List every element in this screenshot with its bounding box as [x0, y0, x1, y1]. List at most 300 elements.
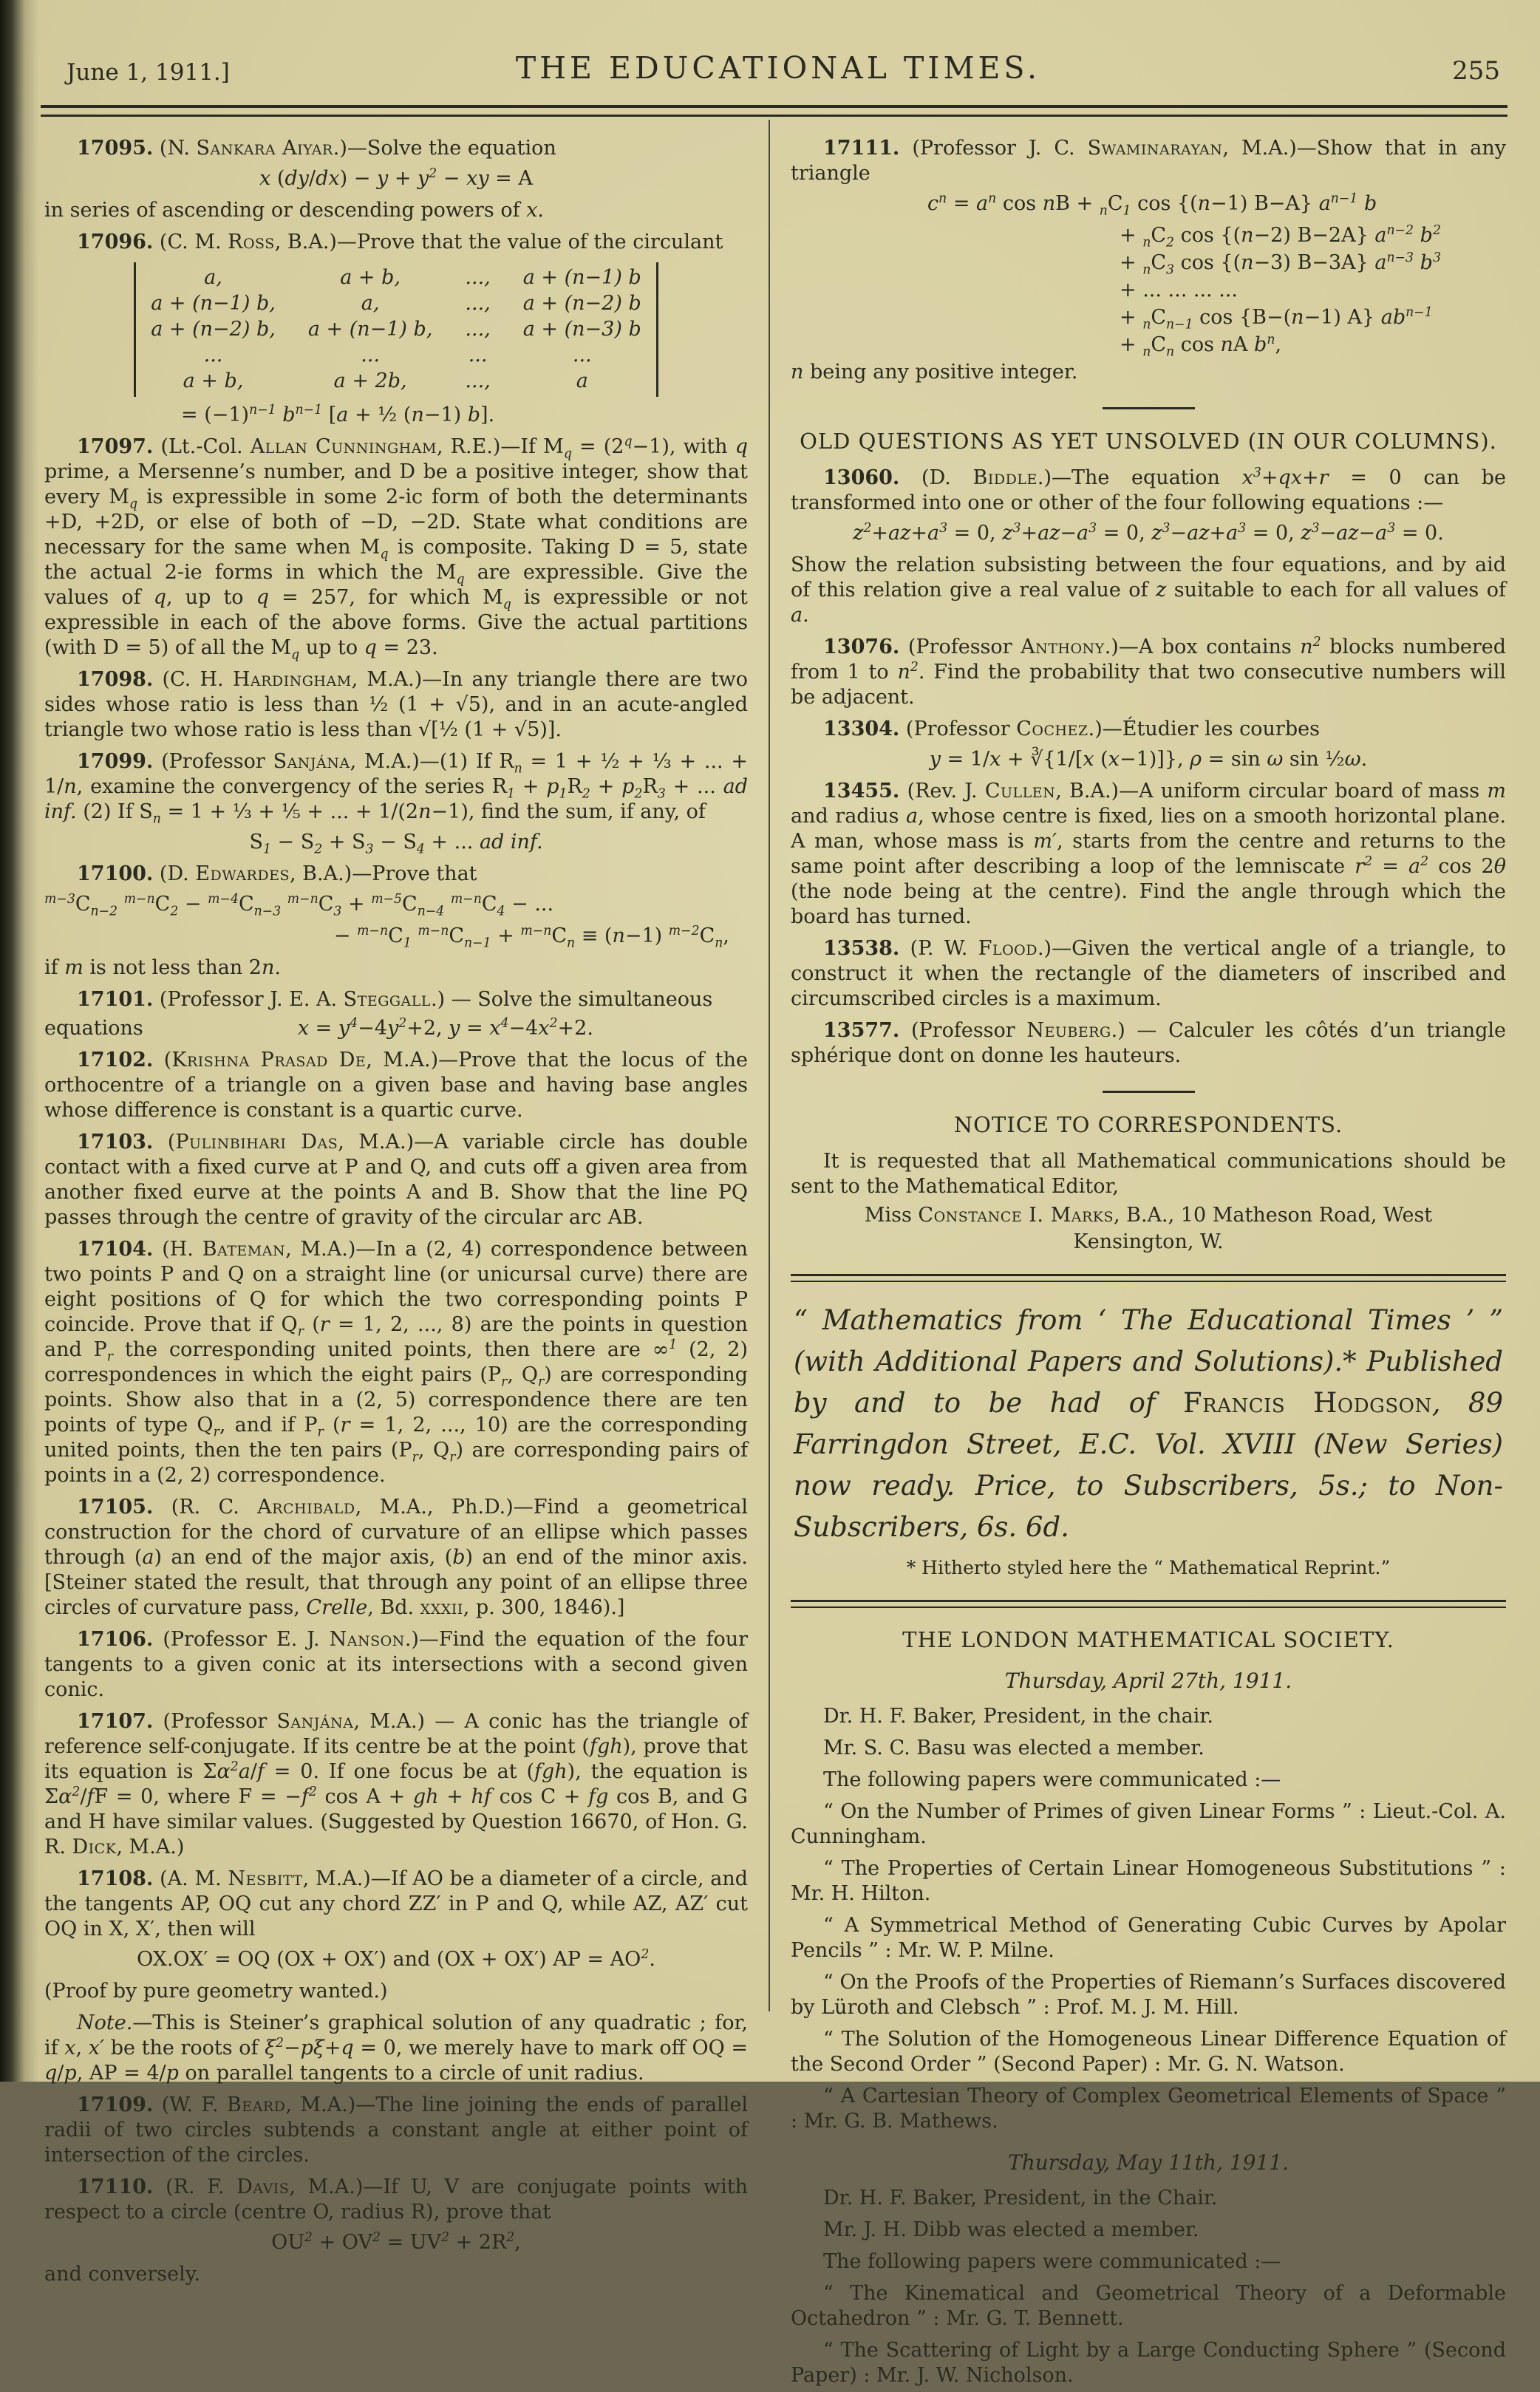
math-text: a	[791, 604, 803, 627]
superscript: n	[988, 191, 997, 206]
text: C	[1151, 224, 1167, 247]
small-caps-text: Nesbitt	[228, 1867, 303, 1890]
problem-17104	[44, 1237, 748, 1488]
problem-17100	[44, 862, 748, 887]
text: cos B, and G and H have similar values. (Suggested by Question 16670, of Hon. G. R.	[44, 1785, 748, 1858]
determinant-cell: a + 2b,	[333, 369, 407, 392]
text: −	[1319, 522, 1337, 545]
lms-may-communicated	[791, 2249, 1506, 2275]
superscript: 2	[72, 1785, 81, 1799]
text: sin ½	[1283, 748, 1345, 771]
italic-text: ad inf.	[479, 831, 543, 853]
small-caps-text: Francis Hodgson	[1182, 1387, 1432, 1419]
superscript: n	[938, 191, 947, 206]
text: +	[388, 167, 418, 190]
math-text: z	[853, 522, 864, 545]
superscript: m−3	[44, 892, 75, 907]
math-text: x	[489, 1017, 501, 1040]
math-text: m	[1487, 780, 1507, 803]
page-number: 255	[1452, 56, 1500, 86]
superscript: n−3	[1386, 251, 1414, 265]
text	[1357, 192, 1364, 215]
text: R	[642, 775, 658, 798]
text: = 0, we merely have to mark off OQ =	[353, 2037, 748, 2059]
subscript: 2	[170, 904, 179, 919]
determinant-cell: a + (n−1) b	[522, 266, 641, 289]
small-caps-text: Ross	[228, 231, 275, 253]
notice-body	[791, 1149, 1506, 1199]
text: = 0.	[1395, 522, 1444, 545]
text: cos	[1174, 333, 1221, 356]
math-text: r	[319, 1313, 330, 1336]
text: cos {B−(	[1193, 306, 1292, 329]
text: +	[1120, 333, 1143, 356]
subscript: n−3	[253, 904, 282, 919]
text: , AP = 4/	[76, 2062, 166, 2085]
text: =	[309, 1017, 338, 1040]
superscript: 1	[669, 1338, 678, 1352]
small-caps-text: Swaminarayan	[1087, 137, 1223, 160]
math-text: x	[297, 1017, 310, 1040]
text: .)—Find the equation of the four tangents to a given conic at its intersections with a second given conic.	[44, 1628, 749, 1701]
equation-17099	[44, 830, 748, 855]
problem-number: 17096.	[77, 231, 154, 253]
circulant-determinant	[134, 262, 658, 397]
subscript: 3	[333, 904, 342, 919]
text: C	[481, 893, 497, 916]
text: +	[1120, 224, 1143, 247]
text: ].	[480, 403, 495, 426]
math-text: y	[929, 748, 941, 771]
math-text: y	[418, 167, 429, 190]
math-text: x	[538, 1017, 550, 1040]
text: /	[250, 1760, 257, 1783]
page-header	[52, 43, 1505, 86]
math-text: b	[1363, 192, 1377, 215]
problem-17096	[44, 230, 748, 255]
determinant-cell: a + (n−2) b,	[151, 318, 276, 341]
text: ,	[723, 924, 729, 947]
problem-17107	[44, 1709, 748, 1860]
text: ≡ (	[575, 924, 613, 947]
text: +	[491, 924, 521, 947]
small-caps-text: Krishna Prasad De	[171, 1049, 367, 1071]
text: + ...	[665, 775, 723, 798]
column-divider	[769, 120, 770, 2011]
determinant-cell: ...,	[465, 292, 491, 315]
math-text: y	[386, 1017, 399, 1040]
text: on parallel tangents to a circle of unit radius.	[178, 2062, 644, 2085]
text: in series of ascending or descending powers of	[44, 199, 527, 222]
text: OX.OX′ = OQ (OX + OX′) and (OX + OX′) AP = AO	[137, 1948, 641, 1971]
text: and radius	[791, 805, 906, 828]
text: , M.A.)—In any triangle there are two sides whose ratio is less than ½ (1 + √5), and in an acute-angled triangle two whose ratio is less than √[½ (1 + √5)].	[44, 668, 748, 741]
text: cos A +	[316, 1785, 413, 1808]
text: .)—The equation	[1037, 466, 1242, 489]
math-text: b	[467, 403, 481, 426]
problem-number: 17100.	[77, 862, 154, 885]
small-caps-text: Biddle	[972, 466, 1038, 489]
text: , B.A.)—A uniform circular board of mass	[1055, 780, 1488, 803]
text: (A. M.	[153, 1867, 228, 1890]
math-text: gh	[412, 1785, 439, 1808]
equation-17111-line3	[1120, 251, 1506, 276]
text: =	[947, 192, 977, 215]
text: cos C +	[491, 1785, 589, 1808]
math-text: x	[64, 2037, 76, 2059]
text: −	[1170, 522, 1188, 545]
superscript: 3	[1253, 466, 1261, 480]
problem-number: 17102.	[77, 1049, 154, 1071]
subscript: 1	[559, 786, 568, 802]
problem-13060-cont	[791, 553, 1506, 628]
math-text: α	[217, 1760, 231, 1783]
equation-13060	[791, 521, 1506, 546]
math-text: p	[166, 2062, 179, 2085]
subscript: n	[1142, 317, 1151, 333]
determinant-cell: ...	[361, 344, 380, 367]
text	[1414, 224, 1420, 247]
text: “ The Kinematical and Geometrical Theory of a Deformable Octahedron ” : Mr. G. T. Bennett.	[791, 2282, 1506, 2330]
text: C	[388, 924, 403, 947]
text: (Lt.-Col.	[153, 435, 251, 458]
math-text: a	[1374, 251, 1387, 274]
text: cos {(	[1174, 251, 1241, 274]
determinant-cell: a + (n−1) b,	[151, 292, 276, 315]
math-text: q	[735, 435, 748, 458]
text: (	[1094, 748, 1108, 771]
text: , B.A.)—Prove that the value of the circulant	[274, 231, 723, 253]
problem-13538	[791, 936, 1506, 1012]
text: + ∛{1/[	[1001, 748, 1083, 771]
math-text: p	[64, 2062, 77, 2085]
text: .)—Étudier les courbes	[1088, 718, 1320, 740]
text: , M.A.)—A variable circle has double contact with a fixed curve at P and Q, and cuts off a given area from another fixed eurve at the points A and B. Show that the line PQ passes through the centre of gravity of the circular arc AB.	[44, 1131, 748, 1229]
text: + ... ... ... ...	[1120, 279, 1238, 301]
text: C	[1107, 192, 1123, 215]
equation-17100-line1	[44, 892, 748, 917]
math-text: n	[1300, 636, 1313, 658]
small-caps-text: Pulinbihari Das	[175, 1131, 338, 1154]
text: B +	[1055, 192, 1100, 215]
text: , M.A.)—If U, V are conjugate points with respect to a circle (centre O, radius R), prove that	[44, 2175, 748, 2224]
text: up to	[299, 636, 364, 659]
lms-may-member	[791, 2218, 1506, 2243]
subscript: 3	[1166, 262, 1175, 278]
equation-body	[143, 1016, 748, 1041]
text: A	[1233, 333, 1255, 356]
superscript: 3	[1088, 521, 1097, 536]
text: —This is Steiner’s graphical solution of any quadratic ; for, if	[44, 2011, 748, 2059]
text: (	[303, 1313, 320, 1336]
text: , R.E.)—If M	[436, 435, 564, 458]
math-text: x	[526, 199, 538, 222]
math-text: q	[341, 2037, 354, 2059]
superscript: 3	[1238, 521, 1247, 536]
text: “ On the Number of Primes of given Linear Forms ” : Lieut.-Col. A. Cunningham.	[791, 1800, 1506, 1848]
superscript: 2	[1312, 635, 1321, 650]
text: = 0,	[1246, 522, 1301, 545]
text: +	[1302, 466, 1319, 489]
math-text: y	[338, 1017, 350, 1040]
math-text: ω	[1344, 748, 1361, 771]
superscript: n	[1267, 333, 1275, 347]
text: .) — Solve the simultaneous	[431, 988, 713, 1011]
equation-17108	[44, 1947, 748, 1972]
notice-address-line2	[791, 1230, 1506, 1255]
italic-text: b	[452, 1546, 466, 1569]
text: Kensington, W.	[1073, 1230, 1224, 1253]
subscript: r	[501, 1374, 508, 1390]
text: ) are corresponding pairs of points in a (2, 2) correspondence.	[44, 1439, 748, 1487]
superscript: m−n	[520, 924, 552, 938]
subscript: q	[380, 547, 389, 562]
small-caps-text: Anthony	[1021, 636, 1105, 658]
lms-paper-difference-equation	[791, 2027, 1506, 2077]
math-text: az	[1187, 522, 1210, 545]
problem-17099	[44, 749, 748, 825]
determinant-cell: a,	[361, 292, 380, 315]
problem-17111	[791, 136, 1506, 186]
superscript: m−n	[287, 892, 318, 907]
text: ), prove that its equation is Σ	[44, 1735, 748, 1783]
superscript: 2	[1364, 854, 1373, 869]
text: = 0,	[947, 522, 1003, 545]
math-text: ξ	[265, 2037, 276, 2059]
superscript: m−n	[357, 924, 389, 938]
text: (Professor J. E. A.	[153, 988, 344, 1011]
subscript: 1	[262, 842, 271, 857]
italic-text: Note.	[77, 2011, 133, 2034]
math-text: xy	[466, 167, 489, 190]
problem-number: 17104.	[77, 1238, 154, 1261]
text: , B.A., 10 Matheson Road, West	[1113, 1204, 1433, 1227]
determinant-cell: ...,	[465, 369, 491, 392]
text: .	[649, 1948, 655, 1971]
subscript: 3	[657, 786, 666, 802]
text: =	[460, 1017, 490, 1040]
problem-17100-cont	[44, 955, 748, 981]
text: = sin	[1202, 748, 1267, 771]
text: −1)	[423, 403, 468, 426]
text: .) — Calculer les côtés d’un triangle sphérique dont on donne les hauteurs.	[791, 1019, 1506, 1067]
equation-17100-line2	[44, 924, 748, 949]
math-text: b	[1254, 333, 1267, 356]
text: + OV	[313, 2231, 372, 2254]
math-text: ab	[1380, 306, 1406, 329]
text: OU	[271, 2231, 304, 2254]
text: −2) B−2A}	[1253, 224, 1375, 247]
math-text: n	[1291, 306, 1304, 329]
small-caps-text: Nanson	[329, 1628, 405, 1651]
text: blocks numbered from 1 to	[791, 636, 1506, 684]
text: , examine the convergency of the series R	[76, 775, 507, 798]
text: (C. H.	[153, 668, 233, 691]
math-text: z	[1156, 579, 1167, 602]
text: R	[567, 775, 582, 798]
binding-shadow	[0, 0, 38, 2082]
text: , M.A.)	[116, 1836, 185, 1858]
problem-17105	[44, 1495, 748, 1621]
text: C	[551, 924, 568, 947]
math-text: n	[411, 403, 424, 426]
text: C	[238, 893, 254, 916]
subscript: r	[106, 1349, 114, 1365]
subscript: n	[152, 811, 161, 827]
equation-17111-line1	[927, 191, 1506, 217]
text: (R. F.	[153, 2175, 237, 2198]
text: C	[154, 893, 171, 916]
small-caps-text: Davis	[236, 2175, 290, 2198]
superscript: 2	[1432, 223, 1441, 238]
text: “ On the Proofs of the Properties of Riemann’s Surfaces discovered by Lüroth and Clebsch ” : Prof. M. J. M. Hill.	[791, 1971, 1506, 2019]
superscript: m−n	[418, 924, 449, 938]
text: = 1, 2, ..., 10) are the corresponding united points, then the ten pairs (P	[44, 1414, 748, 1462]
text: ,	[75, 2037, 89, 2059]
problem-17101	[44, 987, 748, 1012]
text: S	[249, 831, 263, 853]
math-text: n	[418, 800, 432, 823]
lms-paper-substitutions	[791, 1856, 1506, 1907]
math-text: α	[58, 1785, 72, 1808]
header-rule-top	[41, 105, 1507, 108]
text: = 0 can be transformed into one or other of the four following equations :—	[791, 466, 1506, 514]
math-text: hf	[471, 1785, 491, 1808]
subscript: q	[291, 647, 300, 663]
determinant-cell: a	[576, 369, 588, 392]
math-text: z	[1002, 522, 1013, 545]
problem-number: 17111.	[823, 137, 900, 160]
superscript: 2	[863, 521, 872, 536]
text: −1) A}	[1304, 306, 1381, 329]
text: .)—A box contains	[1104, 636, 1301, 658]
small-caps-text: Neuberg	[1026, 1019, 1111, 1042]
subscript: 2	[634, 786, 643, 802]
subscript: n	[1166, 344, 1175, 360]
text: /	[57, 2062, 64, 2085]
text: +	[324, 2037, 341, 2059]
superscript: 2	[549, 1016, 558, 1031]
text: , Q	[507, 1363, 538, 1386]
text: +	[515, 775, 547, 798]
text: (N.	[153, 137, 197, 160]
text: , M.A.)—Show that in any triangle	[791, 137, 1506, 185]
subscript: 1	[1122, 203, 1131, 219]
small-caps-text: xxxii	[420, 1596, 463, 1619]
problem-number: 17107.	[77, 1710, 154, 1733]
section-rule-4	[791, 1600, 1506, 1608]
text: +2.	[557, 1017, 593, 1040]
text: .	[537, 199, 545, 222]
math-text: ω	[1267, 748, 1284, 771]
determinant-cell: a + (n−2) b	[522, 292, 641, 315]
math-text: fg	[588, 1785, 609, 1808]
text: [	[322, 403, 337, 426]
text: = 1/	[941, 748, 990, 771]
text: .)—Solve the equation	[333, 137, 556, 160]
superscript: 2	[1420, 854, 1429, 869]
section-rule-1	[1103, 407, 1195, 409]
header-rule-bottom	[41, 115, 1507, 117]
text: = 23.	[376, 636, 438, 659]
math-text: dx	[316, 167, 340, 190]
text: −	[437, 167, 467, 190]
small-caps-text: Hardingham	[232, 668, 352, 691]
text: .	[803, 604, 809, 627]
lms-april-chair	[791, 1704, 1506, 1729]
problem-number: 17109.	[77, 2093, 154, 2116]
text: , M.A.)—The line joining the ends of parallel radii of two circles subtends a constant angle at either point of intersection of the circles.	[44, 2093, 748, 2167]
subscript: n	[1099, 203, 1108, 219]
lms-april-member	[791, 1736, 1506, 1761]
superscript: m−n	[123, 892, 155, 907]
math-text: a	[1408, 855, 1421, 878]
text: is composite. Taking D = 5, state the actual 2-ie forms in which the M	[44, 536, 748, 584]
text: (Professor	[899, 1019, 1027, 1042]
determinant-cell: a + b,	[183, 369, 244, 392]
math-text: fgh	[589, 1735, 623, 1758]
text: suitable to each for all values of	[1166, 579, 1506, 602]
math-text: f	[256, 1760, 265, 1783]
text: = (2	[571, 435, 624, 458]
text: “ The Scattering of Light by a Large Conducting Sphere ” (Second Paper) : Mr. J. W. Nicholson.	[791, 2339, 1506, 2387]
superscript: n−1	[1330, 191, 1358, 206]
math-text: a	[1226, 522, 1239, 545]
text: −	[283, 2037, 301, 2059]
math-text: n	[1042, 192, 1056, 215]
text: “ The Solution of the Homogeneous Linear Difference Equation of the Second Order ” (Second Paper) : Mr. G. N. Watson.	[791, 2028, 1506, 2076]
problem-number: 17105.	[77, 1496, 154, 1519]
text: = 257, for which M	[268, 586, 503, 609]
text: +	[1120, 306, 1143, 329]
text: , up to	[166, 586, 256, 609]
math-text: z	[1151, 522, 1162, 545]
heading-lms: THE LONDON MATHEMATICAL SOCIETY.	[902, 1627, 1394, 1652]
italic-text: “ Mathematics from ‘ The Educational Times ’ ” (with Additional Papers and Solutions).* Published by and to be had of	[794, 1304, 1503, 1419]
determinant-cell: a + (n−1) b,	[307, 318, 433, 341]
text: C	[318, 893, 334, 916]
lms-paper-octahedron	[791, 2281, 1506, 2331]
text: It is requested that all Mathematical communications should be sent to the Mathematical Editor,	[791, 1150, 1506, 1198]
text: /	[309, 167, 316, 190]
problem-number: 17106.	[77, 1628, 154, 1651]
equation-17111-line6	[1120, 333, 1506, 358]
problem-13577	[791, 1018, 1506, 1069]
subscript: n	[514, 761, 522, 777]
text: , Bd.	[367, 1596, 420, 1619]
subscript: n	[1142, 344, 1151, 360]
equation-17111-line5	[1120, 305, 1506, 333]
subscript: r	[537, 1374, 545, 1390]
subscript: n−2	[90, 904, 118, 919]
advertisement-footnote	[791, 1556, 1506, 1581]
text: C	[699, 924, 715, 947]
text: (H.	[153, 1238, 202, 1261]
math-text: n	[897, 661, 910, 684]
text: = (−1)	[181, 403, 250, 426]
italic-text: a	[142, 1546, 154, 1569]
equation-17101	[44, 1016, 748, 1041]
subscript: r	[317, 1425, 324, 1440]
math-text: a	[976, 192, 989, 215]
small-caps-text: Steggall	[343, 988, 432, 1011]
journal-title: THE EDUCATIONAL TIMES.	[515, 50, 1041, 86]
text: “ A Symmetrical Method of Generating Cubic Curves by Apolar Pencils ” : Mr. W. P. Milne.	[791, 1914, 1506, 1962]
problem-number: 13577.	[823, 1019, 900, 1042]
small-caps-text: Edwardes	[195, 862, 290, 885]
text: if	[44, 956, 65, 979]
superscript: 2	[641, 1947, 650, 1962]
